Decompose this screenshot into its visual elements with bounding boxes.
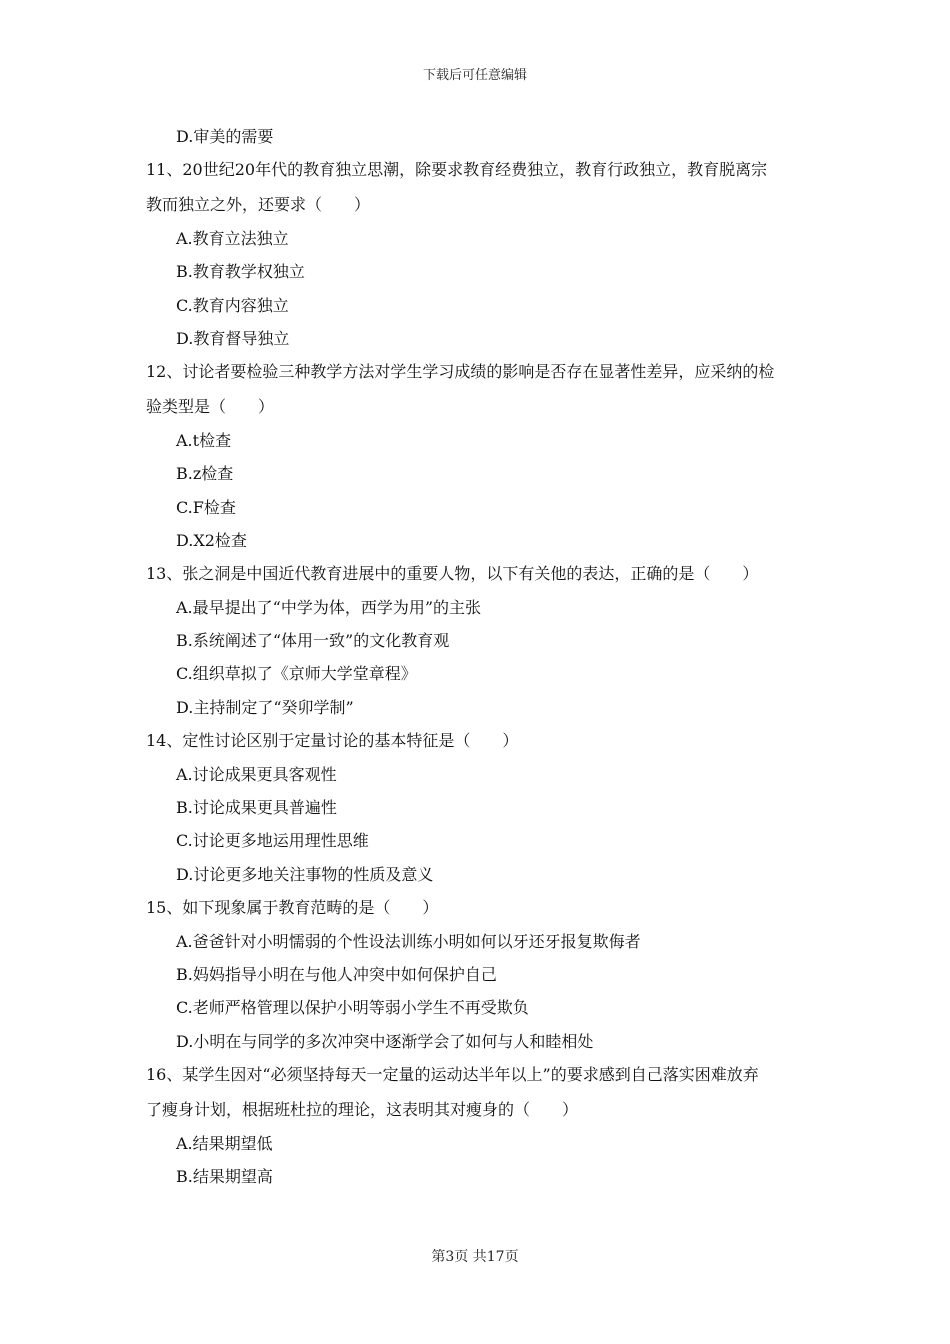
- question-list: [146, 120, 816, 1193]
- question-11-stem-cont: 教而独立之外，还要求（ ）: [146, 194, 371, 214]
- option-10-d: D.审美的需要: [176, 127, 274, 146]
- option-13-a: A.最早提出了“中学为体，西学为用”的主张: [176, 597, 482, 617]
- option-14-a: A.讨论成果更具客观性: [176, 764, 337, 784]
- page-header: 下载后可任意编辑: [422, 68, 527, 83]
- option-15-b: B.妈妈指导小明在与他人冲突中如何保护自己: [176, 964, 497, 984]
- option-14-c: C.讨论更多地运用理性思维: [176, 831, 369, 851]
- option-12-b: B.z检查: [176, 464, 234, 484]
- option-13-b: B.系统阐述了“体用一致”的文化教育观: [176, 631, 450, 651]
- option-11-a: A.教育立法独立: [176, 228, 289, 248]
- question-13-stem: 13、张之洞是中国近代教育进展中的重要人物，以下有关他的表达，正确的是（ ）: [146, 564, 759, 584]
- option-12-d: D.X2检查: [176, 530, 247, 550]
- page-footer: 第3页 共17页: [431, 1249, 519, 1265]
- option-16-a: A.结果期望低: [176, 1133, 273, 1153]
- question-14-stem: 14、定性讨论区别于定量讨论的基本特征是（ ）: [146, 731, 519, 751]
- question-16-stem-cont: 了瘦身计划，根据班杜拉的理论，这表明其对瘦身的（ ）: [146, 1099, 579, 1119]
- option-11-c: C.教育内容独立: [176, 295, 289, 315]
- option-11-d: D.教育督导独立: [176, 328, 290, 348]
- option-13-c: C.组织草拟了《京师大学堂章程》: [176, 664, 417, 684]
- option-13-d: D.主持制定了“癸卯学制”: [176, 697, 354, 717]
- question-12-stem: 12、讨论者要检验三种教学方法对学生学习成绩的影响是否存在显著性差异，应采纳的检: [146, 362, 775, 382]
- option-14-d: D.讨论更多地关注事物的性质及意义: [176, 864, 434, 884]
- option-15-c: C.老师严格管理以保护小明等弱小学生不再受欺负: [176, 998, 529, 1018]
- option-12-a: A.t检查: [176, 430, 232, 450]
- option-15-a: A.爸爸针对小明懦弱的个性设法训练小明如何以牙还牙报复欺侮者: [176, 931, 641, 951]
- question-11-stem: 11、20世纪20年代的教育独立思潮，除要求教育经费独立，教育行政独立，教育脱离宗: [146, 160, 768, 180]
- question-16-stem: 16、某学生因对“必须坚持每天一定量的运动达半年以上”的要求感到自己落实困难放弃: [146, 1065, 759, 1085]
- question-15-stem: 15、如下现象属于教育范畴的是（ ）: [146, 898, 439, 918]
- option-12-c: C.F检查: [176, 497, 236, 517]
- option-16-b: B.结果期望高: [176, 1166, 273, 1186]
- option-15-d: D.小明在与同学的多次冲突中逐渐学会了如何与人和睦相处: [176, 1031, 594, 1051]
- option-14-b: B.讨论成果更具普遍性: [176, 798, 337, 818]
- question-12-stem-cont: 验类型是（ ）: [146, 396, 275, 416]
- option-11-b: B.教育教学权独立: [176, 262, 305, 282]
